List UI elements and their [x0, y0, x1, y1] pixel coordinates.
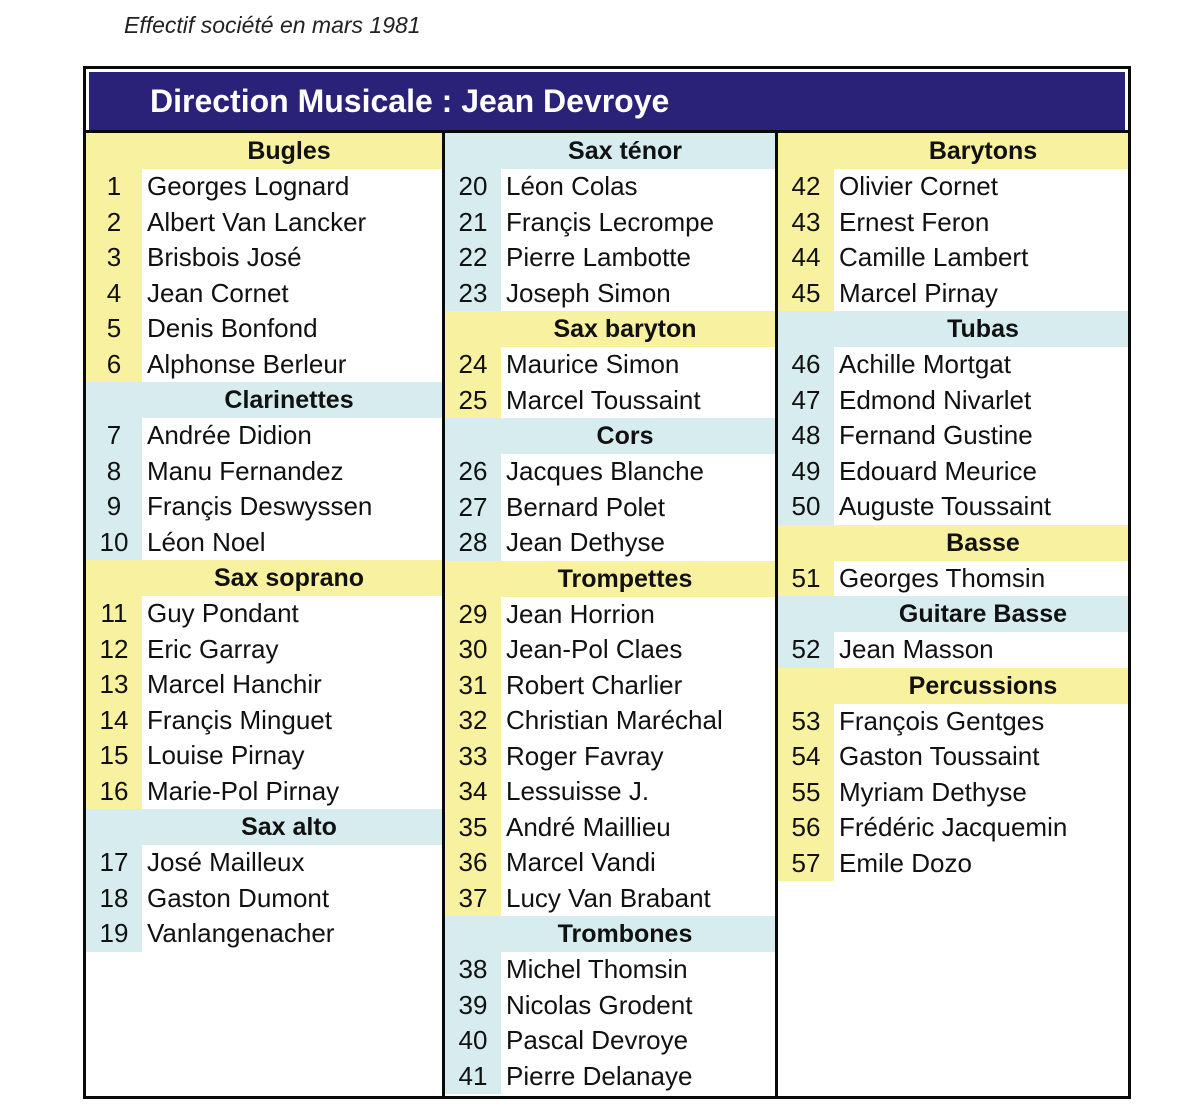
- section-title-text: Sax soprano: [213, 564, 365, 592]
- member-number: 11: [86, 596, 142, 632]
- member-name: Jacques Blanche: [506, 456, 705, 486]
- section-title: [445, 418, 775, 454]
- member-name: Françis Minguet: [147, 704, 332, 735]
- section-title-text: Trompettes: [557, 564, 693, 593]
- member-row: [445, 632, 775, 668]
- roster-table: [83, 66, 1131, 1099]
- member-name: Edmond Nivarlet: [839, 384, 1032, 415]
- member-row: [445, 952, 775, 988]
- member-row: [86, 454, 442, 490]
- member-number: 49: [778, 454, 834, 490]
- member-name: Eric Garray: [147, 633, 279, 664]
- section-title-text: Percussions: [908, 671, 1058, 700]
- member-name: Robert Charlier: [506, 669, 683, 700]
- member-name: Marcel Toussaint: [506, 384, 701, 415]
- section-title-text: Sax alto: [241, 813, 337, 841]
- member-row: [778, 276, 1128, 312]
- member-row: [778, 489, 1128, 525]
- member-number: 31: [445, 668, 501, 704]
- member-row: [445, 525, 775, 561]
- member-name: Jean Masson: [839, 634, 994, 664]
- member-row: [445, 845, 775, 881]
- member-name: Pascal Devroye: [506, 1025, 689, 1055]
- member-row: [778, 632, 1128, 668]
- member-number: 3: [86, 240, 142, 276]
- section: [445, 133, 775, 311]
- member-row: [778, 383, 1128, 419]
- member-row: [778, 240, 1128, 276]
- member-number: 6: [86, 347, 142, 383]
- section: [86, 560, 442, 809]
- member-name: Marcel Vandi: [506, 847, 656, 877]
- member-name: Georges Lognard: [147, 171, 350, 201]
- member-row: [86, 347, 442, 383]
- member-number: 44: [778, 240, 834, 276]
- document-caption: Effectif société en mars 1981: [124, 12, 421, 38]
- member-name: Louise Pirnay: [147, 740, 305, 770]
- member-number: 54: [778, 739, 834, 775]
- member-number: 36: [445, 845, 501, 881]
- member-number: 34: [445, 774, 501, 810]
- member-number: 14: [86, 703, 142, 739]
- section-title: [778, 668, 1128, 704]
- member-name: Léon Colas: [506, 171, 638, 201]
- member-row: [86, 596, 442, 632]
- member-number: 48: [778, 418, 834, 454]
- member-name: Bernard Polet: [506, 491, 665, 522]
- member-name: Léon Noel: [147, 526, 266, 557]
- member-number: 28: [445, 525, 501, 561]
- member-number: 1: [86, 169, 142, 205]
- member-number: 35: [445, 810, 501, 846]
- member-row: [445, 383, 775, 419]
- member-number: 17: [86, 845, 142, 881]
- member-number: 45: [778, 276, 834, 312]
- member-name: Marie-Pol Pirnay: [147, 775, 340, 806]
- member-row: [86, 774, 442, 810]
- section-title: [445, 311, 775, 347]
- member-number: 5: [86, 311, 142, 347]
- member-name: André Maillieu: [506, 811, 671, 842]
- member-number: 33: [445, 739, 501, 775]
- member-number: 15: [86, 738, 142, 774]
- member-number: 13: [86, 667, 142, 703]
- member-row: [445, 668, 775, 704]
- member-name: Gaston Dumont: [147, 882, 330, 913]
- member-number: 23: [445, 276, 501, 312]
- member-name: Ernest Feron: [839, 206, 990, 237]
- member-row: [778, 810, 1128, 846]
- section-title: [445, 561, 775, 597]
- member-row: [445, 240, 775, 276]
- member-number: 25: [445, 383, 501, 419]
- member-row: [445, 988, 775, 1024]
- roster-columns: [86, 133, 1128, 1096]
- member-number: 46: [778, 347, 834, 383]
- member-row: [86, 881, 442, 917]
- member-number: 55: [778, 775, 834, 811]
- section-title-text: Guitare Basse: [898, 600, 1068, 628]
- member-row: [86, 169, 442, 205]
- banner-title: Direction Musicale : Jean Devroye: [150, 83, 670, 119]
- member-row: [86, 418, 442, 454]
- member-number: 10: [86, 525, 142, 561]
- member-name: Christian Maréchal: [506, 705, 723, 735]
- member-number: 8: [86, 454, 142, 490]
- member-row: [86, 205, 442, 241]
- member-number: 26: [445, 454, 501, 490]
- member-name: Maurice Simon: [506, 349, 680, 379]
- member-row: [445, 1023, 775, 1059]
- member-number: 24: [445, 347, 501, 383]
- member-row: [778, 205, 1128, 241]
- section-title-text: Bugles: [247, 137, 331, 165]
- section: [445, 311, 775, 418]
- member-row: [778, 418, 1128, 454]
- member-row: [445, 347, 775, 383]
- member-number: 38: [445, 952, 501, 988]
- member-name: Vanlangenacher: [147, 918, 335, 948]
- member-row: [86, 916, 442, 952]
- member-name: Georges Thomsin: [839, 562, 1046, 593]
- section-title: [86, 382, 442, 418]
- member-name: Fernand Gustine: [839, 420, 1033, 450]
- member-row: [778, 739, 1128, 775]
- section: [445, 561, 775, 917]
- member-name: Lessuisse J.: [506, 776, 650, 806]
- section: [86, 809, 442, 952]
- member-number: 2: [86, 205, 142, 241]
- member-number: 29: [445, 597, 501, 633]
- member-row: [778, 454, 1128, 490]
- member-number: 56: [778, 810, 834, 846]
- member-name: Auguste Toussaint: [839, 491, 1051, 521]
- member-number: 42: [778, 169, 834, 205]
- member-number: 9: [86, 489, 142, 525]
- member-number: 39: [445, 988, 501, 1024]
- section-title: [778, 311, 1128, 347]
- member-number: 19: [86, 916, 142, 952]
- section: [778, 668, 1128, 882]
- member-row: [86, 525, 442, 561]
- member-name: Edouard Meurice: [839, 455, 1037, 486]
- member-row: [86, 276, 442, 312]
- member-name: Jean Dethyse: [506, 527, 665, 557]
- section-title: [778, 596, 1128, 632]
- member-number: 52: [778, 632, 834, 668]
- member-row: [445, 490, 775, 526]
- member-number: 47: [778, 383, 834, 419]
- member-name: Pierre Delanaye: [506, 1060, 693, 1091]
- member-name: Camille Lambert: [839, 242, 1029, 272]
- member-name: Marcel Pirnay: [839, 277, 998, 308]
- member-number: 16: [86, 774, 142, 810]
- section-title: [778, 525, 1128, 561]
- section: [778, 525, 1128, 597]
- section-title-text: Sax ténor: [568, 137, 682, 165]
- member-row: [86, 489, 442, 525]
- roster-column-2: [445, 133, 775, 1096]
- member-number: 57: [778, 846, 834, 882]
- member-row: [445, 881, 775, 917]
- member-number: 41: [445, 1059, 501, 1095]
- roster-column-3: [778, 133, 1128, 1096]
- member-number: 7: [86, 418, 142, 454]
- member-row: [86, 632, 442, 668]
- member-name: François Gentges: [839, 705, 1045, 736]
- member-row: [86, 667, 442, 703]
- section-title: [778, 133, 1128, 169]
- member-name: Gaston Toussaint: [839, 741, 1040, 771]
- member-name: Michel Thomsin: [506, 954, 688, 984]
- member-name: Olivier Cornet: [839, 171, 998, 201]
- member-number: 32: [445, 703, 501, 739]
- member-row: [445, 1059, 775, 1095]
- member-number: 51: [778, 561, 834, 597]
- member-name: Pierre Lambotte: [506, 242, 691, 272]
- member-name: Achille Mortgat: [839, 349, 1011, 379]
- member-name: José Mailleux: [147, 847, 305, 877]
- member-row: [778, 846, 1128, 882]
- member-row: [445, 739, 775, 775]
- member-row: [445, 454, 775, 490]
- section: [778, 133, 1128, 311]
- section: [778, 596, 1128, 668]
- member-row: [445, 597, 775, 633]
- member-row: [445, 276, 775, 312]
- member-name: Albert Van Lancker: [147, 206, 367, 237]
- member-name: Jean Cornet: [147, 277, 289, 308]
- section-title-text: Barytons: [928, 137, 1038, 165]
- member-name: Myriam Dethyse: [839, 776, 1027, 807]
- member-row: [445, 703, 775, 739]
- member-name: Jean-Pol Claes: [506, 634, 683, 664]
- member-name: Emile Dozo: [839, 847, 972, 878]
- section: [778, 311, 1128, 525]
- member-number: 43: [778, 205, 834, 241]
- member-name: Brisbois José: [147, 242, 302, 272]
- section-title-text: Sax baryton: [553, 315, 697, 343]
- member-name: Guy Pondant: [147, 598, 299, 628]
- section-title: [86, 809, 442, 845]
- section: [445, 418, 775, 561]
- member-row: [445, 205, 775, 241]
- member-name: Joseph Simon: [506, 277, 671, 308]
- section-title: [445, 133, 775, 169]
- member-name: Nicolas Grodent: [506, 989, 693, 1020]
- member-row: [778, 704, 1128, 740]
- member-name: Marcel Hanchir: [147, 669, 322, 699]
- banner: [89, 72, 1125, 130]
- member-number: 20: [445, 169, 501, 205]
- member-row: [445, 810, 775, 846]
- member-row: [778, 561, 1128, 597]
- section-title: [86, 560, 442, 596]
- member-row: [86, 738, 442, 774]
- section-title-text: Tubas: [947, 315, 1019, 343]
- section-title: [86, 133, 442, 169]
- member-row: [778, 347, 1128, 383]
- member-row: [86, 845, 442, 881]
- section-title: [445, 916, 775, 952]
- member-number: 50: [778, 489, 834, 525]
- section-title-text: Trombones: [557, 920, 693, 948]
- section: [86, 382, 442, 560]
- member-number: 4: [86, 276, 142, 312]
- member-number: 12: [86, 632, 142, 668]
- member-name: Roger Favray: [506, 740, 664, 771]
- member-row: [86, 311, 442, 347]
- member-name: Françis Deswyssen: [147, 491, 373, 521]
- member-name: Alphonse Berleur: [147, 348, 347, 379]
- member-number: 30: [445, 632, 501, 668]
- member-name: Manu Fernandez: [147, 455, 344, 486]
- member-row: [778, 775, 1128, 811]
- section-title-text: Clarinettes: [224, 386, 354, 414]
- member-name: Jean Horrion: [506, 598, 655, 629]
- section-title-text: Cors: [596, 422, 654, 450]
- member-number: 22: [445, 240, 501, 276]
- member-number: 37: [445, 881, 501, 917]
- member-name: Lucy Van Brabant: [506, 882, 711, 913]
- member-number: 27: [445, 490, 501, 526]
- member-row: [778, 169, 1128, 205]
- member-number: 40: [445, 1023, 501, 1059]
- member-row: [86, 240, 442, 276]
- roster-column-1: [86, 133, 442, 1096]
- member-number: 18: [86, 881, 142, 917]
- section-title-text: Basse: [946, 528, 1020, 557]
- member-name: Françis Lecrompe: [506, 206, 715, 237]
- member-name: Frédéric Jacquemin: [839, 812, 1068, 842]
- section: [86, 133, 442, 382]
- member-row: [86, 703, 442, 739]
- member-number: 53: [778, 704, 834, 740]
- member-number: 21: [445, 205, 501, 241]
- member-row: [445, 774, 775, 810]
- member-name: Denis Bonfond: [147, 313, 318, 343]
- section: [445, 916, 775, 1094]
- member-row: [445, 169, 775, 205]
- member-name: Andrée Didion: [147, 420, 312, 450]
